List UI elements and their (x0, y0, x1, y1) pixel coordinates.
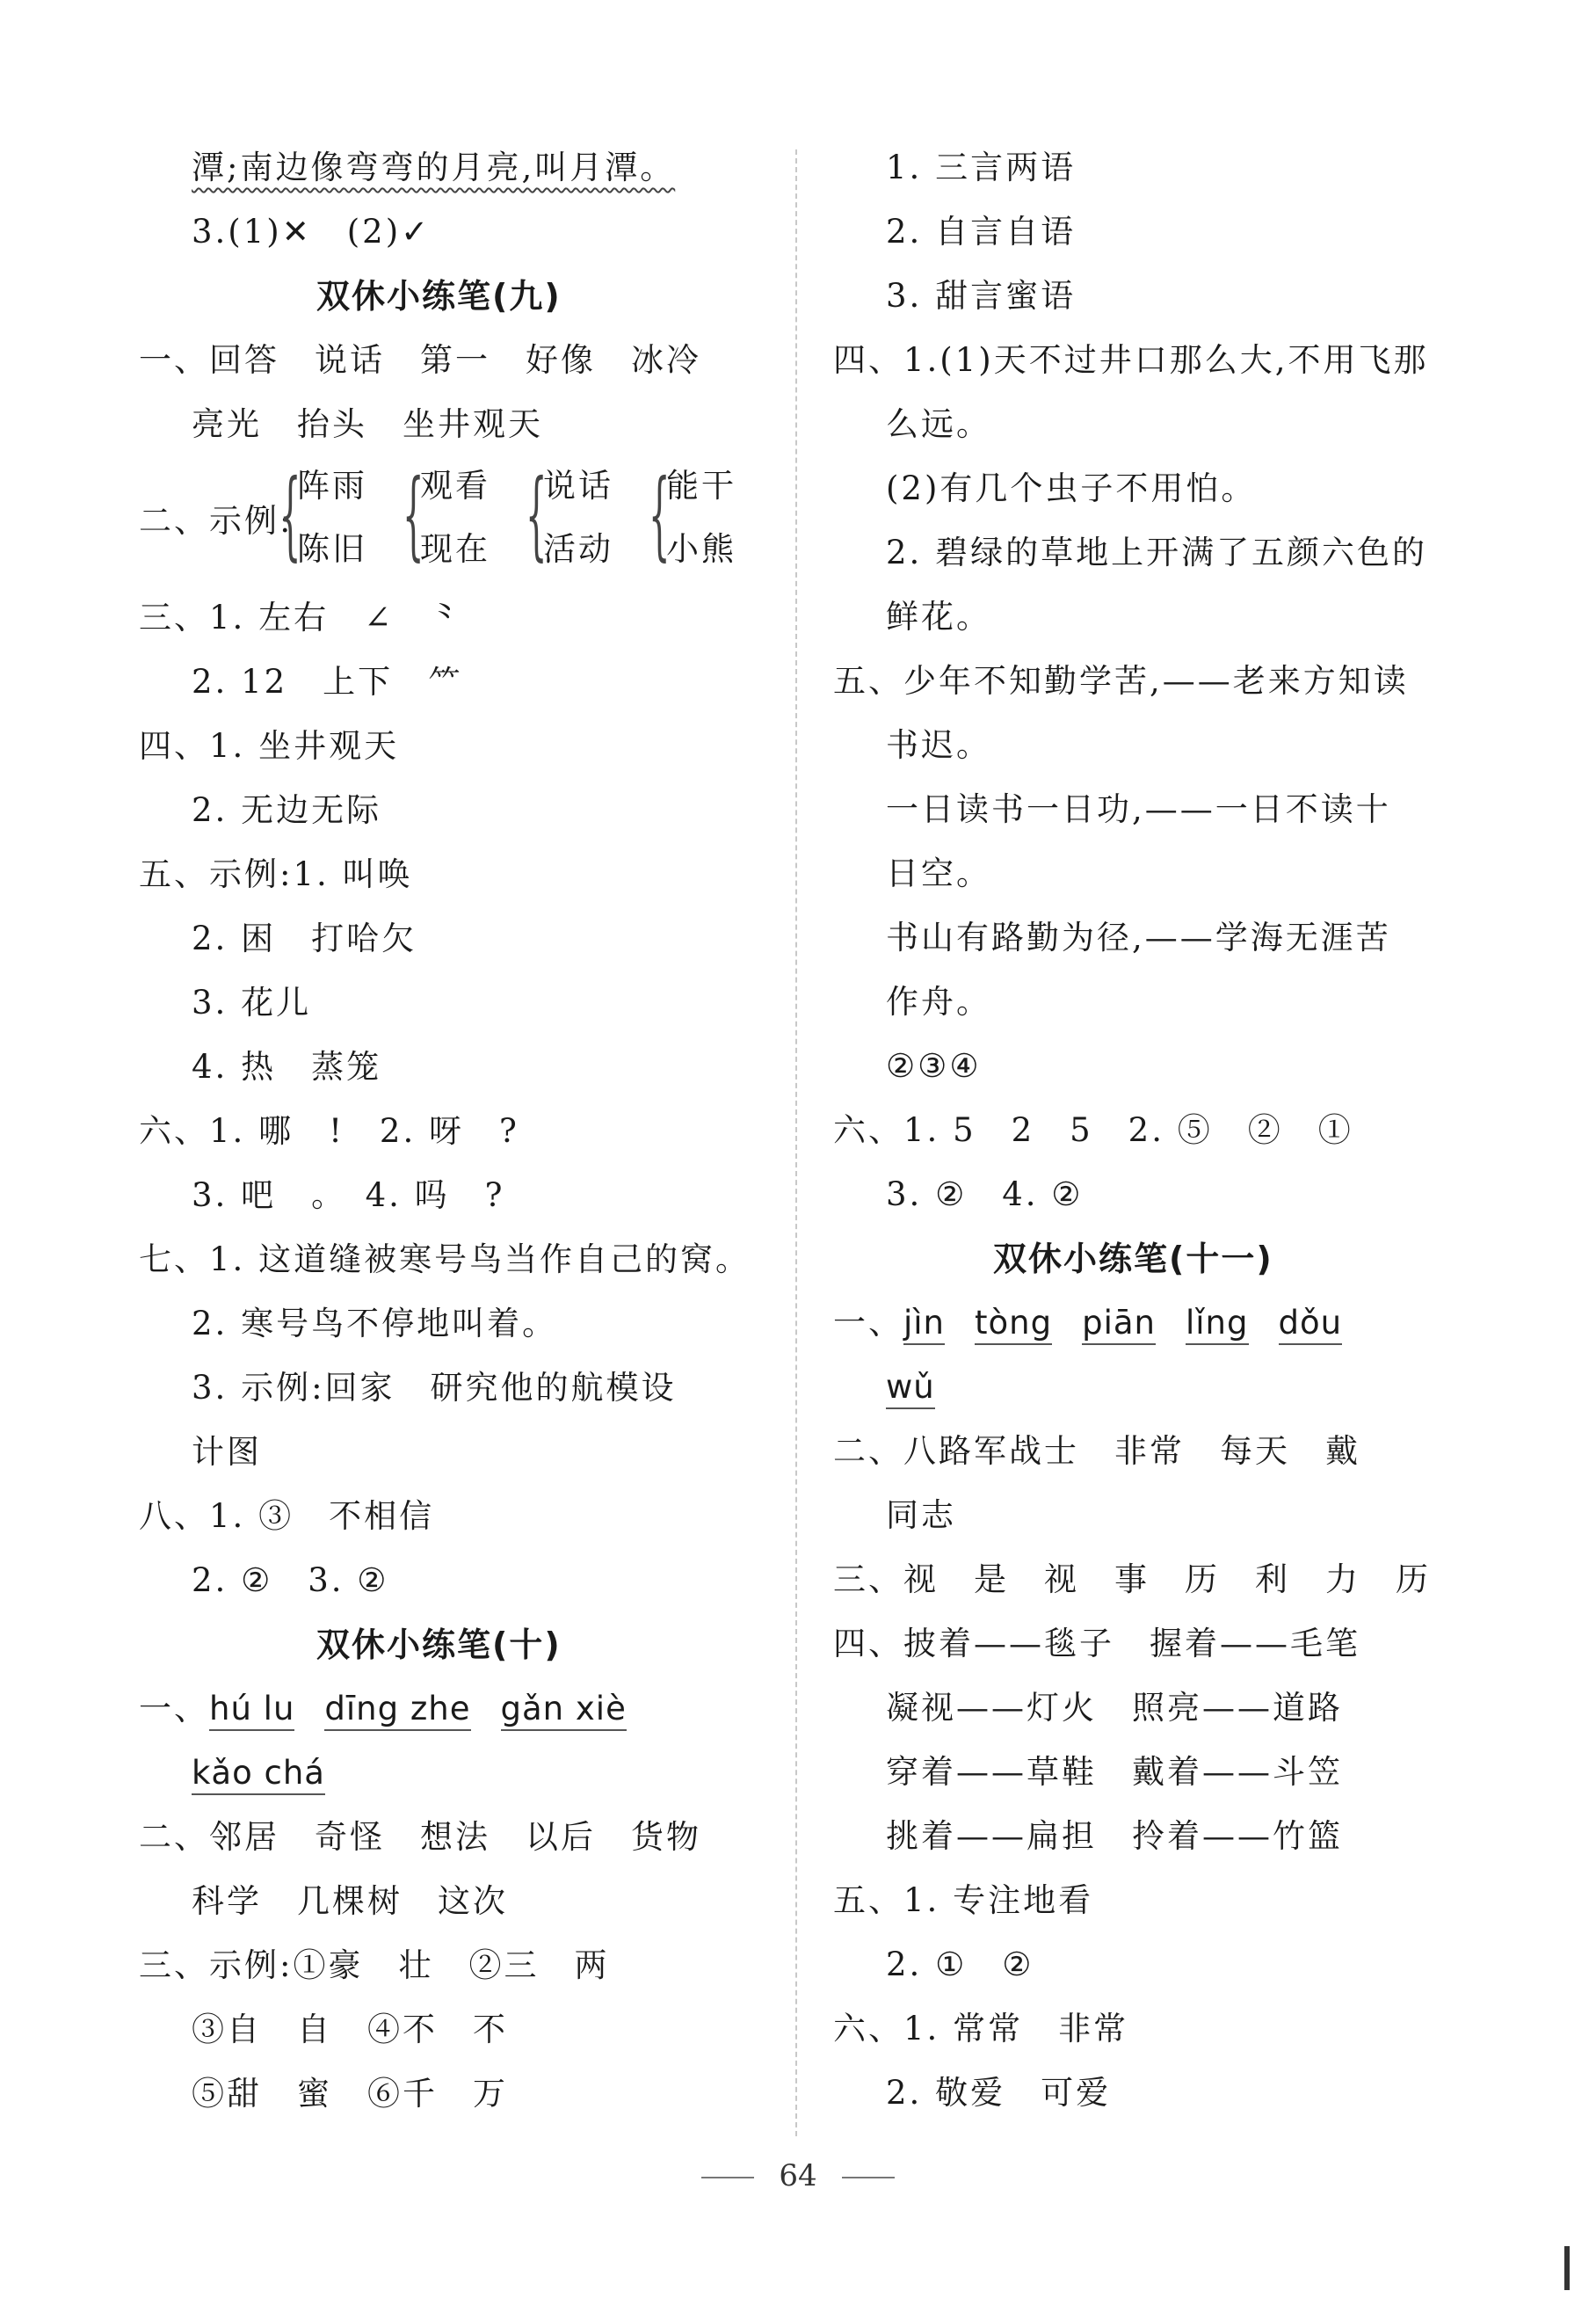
answer-line: 六、1. 5 2 5 2. ⑤ ② ① (833, 1111, 1353, 1149)
answer-line: 四、1.(1)天不过井口那么大,不用飞那 (833, 341, 1429, 379)
answer-line: 3. 花儿 (192, 984, 312, 1022)
answer-line: 科学 几棵树 这次 (192, 1882, 508, 1920)
answer-line: 五、少年不知勤学苦,——老来方知读 (833, 662, 1409, 700)
answer-line: 四、1. 坐井观天 (139, 727, 400, 765)
dash-icon (842, 2177, 895, 2178)
answer-line: 2. 困 打哈欠 (192, 920, 417, 957)
answer-line: 凝视——灯火 照亮——道路 (886, 1689, 1343, 1727)
word: 现在 (420, 530, 490, 568)
underlined-text: 潭;南边像弯弯的月亮,叫月潭。 (192, 149, 676, 186)
word: 陈旧 (297, 530, 367, 568)
dash-icon (701, 2177, 754, 2178)
answer-line: 四、披着——毯子 握着——毛笔 (833, 1625, 1360, 1662)
brace-icon: { (526, 458, 548, 571)
answer-line: 穿着——草鞋 戴着——斗笠 (886, 1753, 1343, 1791)
answer-line: 挑着——扁担 拎着——竹篮 (886, 1817, 1343, 1855)
answer-line: 日空。 (886, 855, 991, 892)
pinyin-answer: piān (1082, 1304, 1156, 1345)
answer-line: 3. 甜言蜜语 (886, 277, 1077, 315)
answer-line: 七、1. 这道缝被寒号鸟当作自己的窝。 (139, 1240, 751, 1278)
answer-line: 2. 碧绿的草地上开满了五颜六色的 (886, 534, 1428, 571)
pinyin-answer: tòng (975, 1304, 1052, 1345)
word: 阵雨 (297, 467, 367, 505)
word: 说话 (543, 467, 613, 505)
answer-prefix: 一、 (139, 1690, 209, 1727)
pinyin-answer: lǐng (1186, 1304, 1249, 1345)
answer-line: 么远。 (886, 405, 991, 443)
answer-line: 五、示例:1. 叫唤 (139, 855, 413, 893)
answer-line: 三、视 是 视 事 历 利 力 历 (833, 1560, 1431, 1598)
pinyin-answer: dǒu (1279, 1304, 1343, 1345)
word: 观看 (420, 467, 490, 505)
answer-line: 二、邻居 奇怪 想法 以后 货物 (139, 1818, 701, 1856)
column-divider (795, 149, 797, 2136)
section-title: 双休小练笔(十一) (993, 1240, 1273, 1278)
answer-line: 2. ① ② (886, 1945, 1034, 1983)
answer-line (192, 148, 675, 188)
answer-line: ③自 自 ④不 不 (192, 2011, 508, 2048)
word-pair-group (649, 458, 772, 580)
answer-line: 同志 (886, 1496, 956, 1534)
answer-line: 三、示例:①豪 壮 ②三 两 (139, 1946, 610, 1984)
answer-line: 2. 自言自语 (886, 213, 1077, 251)
answer-line: ⑤甜 蜜 ⑥千 万 (192, 2075, 508, 2113)
page-number-text: 64 (779, 2158, 817, 2193)
word-pair-group (403, 458, 526, 580)
word-pair-group (526, 458, 649, 580)
answer-line: 2. 无边无际 (192, 791, 382, 829)
answer-line: 鲜花。 (886, 598, 991, 636)
word: 活动 (543, 530, 613, 568)
word: 能干 (666, 467, 736, 505)
answer-line: 计图 (192, 1433, 262, 1471)
answer-prefix: 二、示例: (139, 502, 294, 540)
answer-line: 书迟。 (886, 726, 991, 764)
answer-line: 3. 示例:回家 研究他的航模设 (192, 1369, 677, 1407)
brace-icon: { (403, 458, 424, 571)
answer-line: 2. ② 3. ② (192, 1561, 389, 1599)
answer-line (192, 1753, 355, 1793)
answer-line (886, 1367, 965, 1407)
pinyin-answer: wǔ (886, 1368, 935, 1409)
answer-line: 3. ② 4. ② (886, 1175, 1084, 1213)
answer-line: 一日读书一日功,——一日不读十 (886, 790, 1391, 828)
answer-line: 六、1. 哪 ! 2. 呀 ? (139, 1112, 519, 1150)
pinyin-answer: kǎo chá (192, 1754, 325, 1795)
answer-line: 八、1. ③ 不相信 (139, 1497, 435, 1535)
answer-line: 六、1. 常常 非常 (833, 2010, 1129, 2047)
section-title: 双休小练笔(九) (316, 277, 562, 316)
word-pair-group (279, 458, 403, 580)
edge-mark (1564, 2246, 1570, 2290)
answer-line (139, 1689, 657, 1729)
answer-line: 二、八路军战士 非常 每天 戴 (833, 1432, 1360, 1470)
pinyin-answer: dīng zhe (324, 1690, 470, 1731)
pinyin-answer: jìn (903, 1304, 945, 1345)
brace-icon: { (279, 458, 301, 571)
answer-line: (2)有几个虫子不用怕。 (886, 469, 1257, 507)
word: 小熊 (666, 530, 736, 568)
answer-line: 五、1. 专注地看 (833, 1881, 1094, 1919)
answer-line: 一、回答 说话 第一 好像 冰冷 (139, 341, 701, 379)
answer-line: 作舟。 (886, 983, 991, 1021)
answer-line: 亮光 抬头 坐井观天 (192, 405, 543, 443)
brace-icon: { (649, 458, 671, 571)
answer-line (833, 1303, 1372, 1343)
pinyin-answer: gǎn xiè (501, 1690, 627, 1731)
answer-line: 2. 敬爱 可爱 (886, 2074, 1112, 2112)
answer-line: 3. 吧 。 4. 吗 ? (192, 1176, 505, 1214)
answer-line: 1. 三言两语 (886, 149, 1077, 186)
page-number (0, 2158, 1596, 2193)
answer-line: 3.(1)✕ (2)✓ (192, 213, 432, 251)
answer-line: 2. 12 上下 ⺮ (192, 663, 464, 701)
answer-prefix: 一、 (833, 1304, 903, 1342)
answer-line: ②③④ (886, 1047, 982, 1085)
section-title: 双休小练笔(十) (316, 1625, 562, 1664)
answer-line: 书山有路勤为径,——学海无涯苦 (886, 919, 1391, 956)
answer-line: 2. 寒号鸟不停地叫着。 (192, 1305, 558, 1342)
answer-line: 4. 热 蒸笼 (192, 1048, 382, 1086)
pinyin-answer: hú lu (209, 1690, 294, 1731)
answer-line: 三、1. 左右 ∠ ⺀ (139, 599, 465, 636)
